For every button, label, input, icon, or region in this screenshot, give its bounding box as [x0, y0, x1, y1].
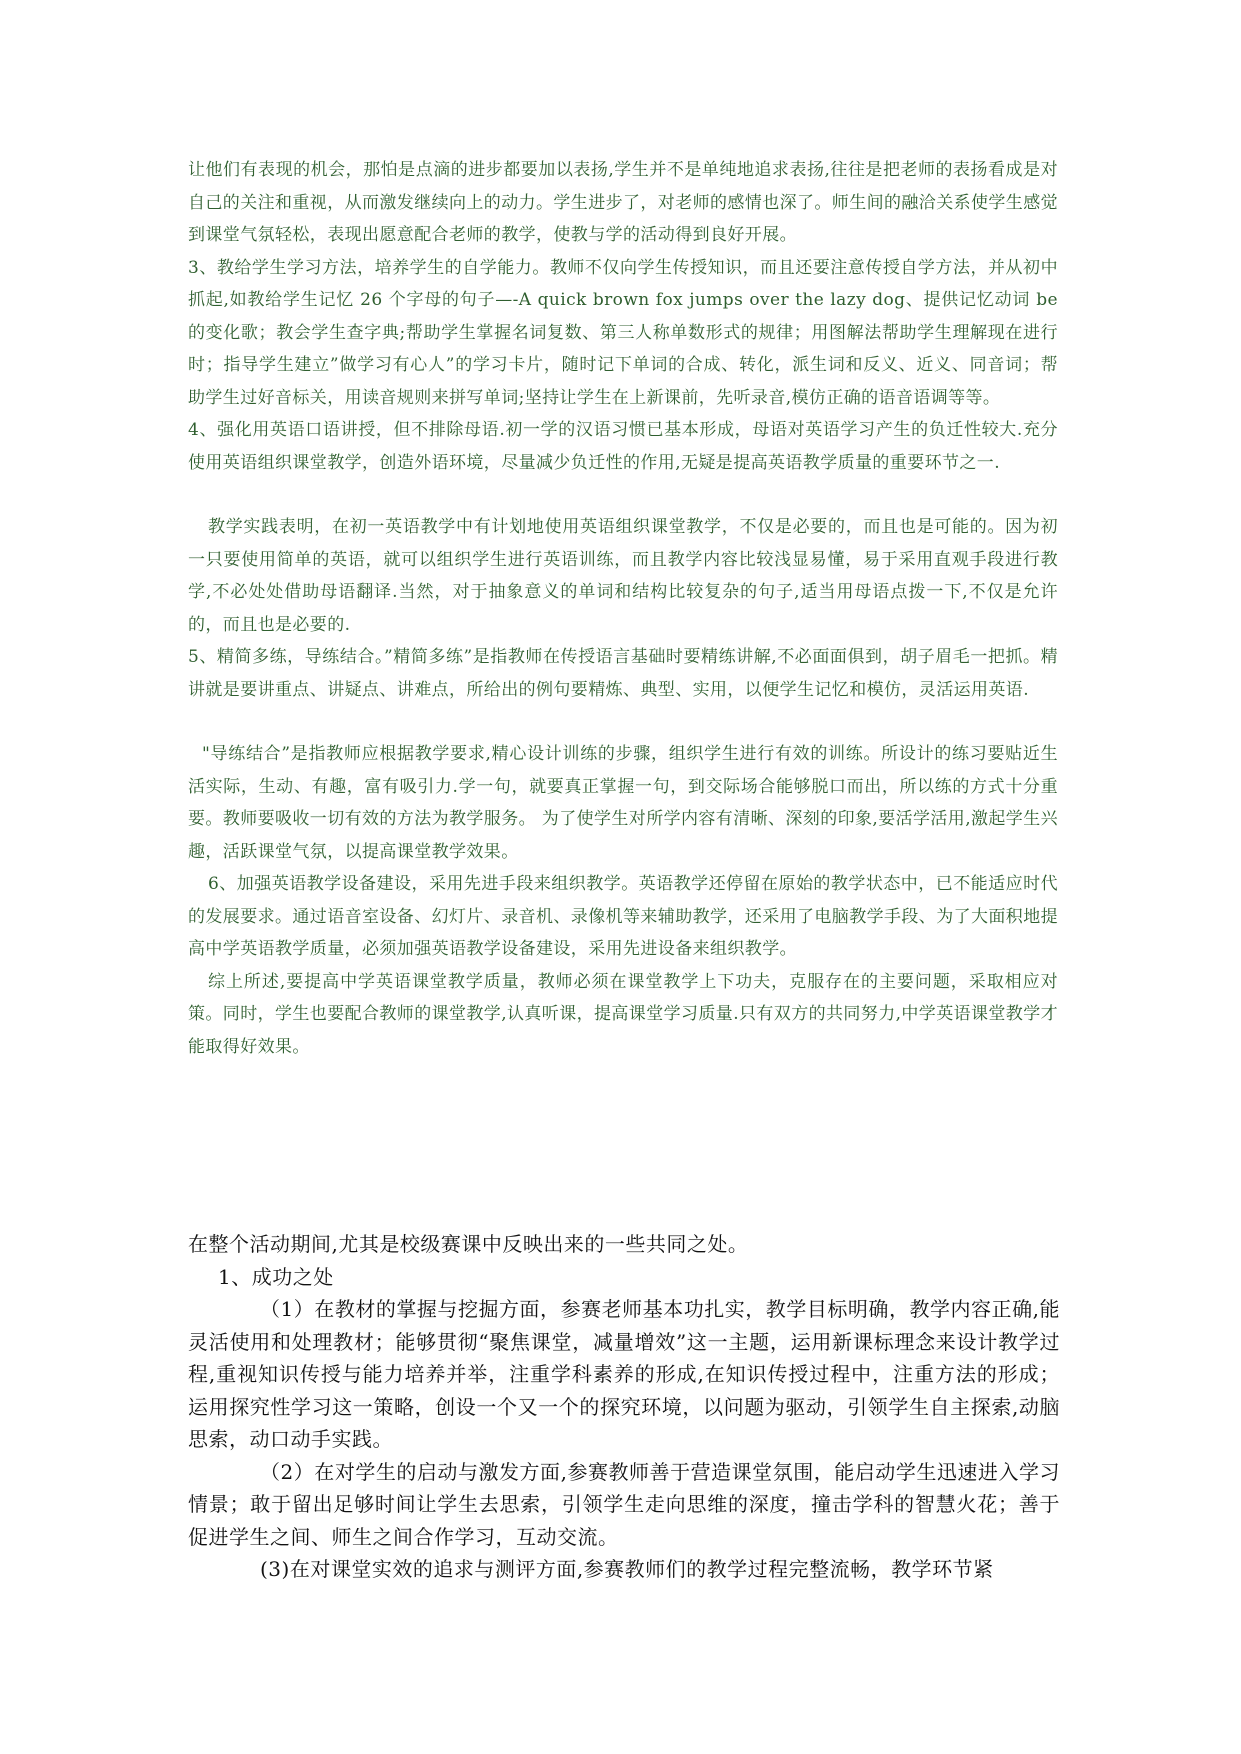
paragraph-teaching-practice: 教学实践表明，在初一英语教学中有计划地使用英语组织课堂教学，不仅是必要的，而且也是可能的。因为初一只要使用简单的英语，就可以组织学生进行英语训练，而且教学内容比较浅显易懂，易于采用直观手段进行教学,不必处处借助母语翻译.当然，对于抽象意义的单词和结构比较复杂的句子,适当用母语点拨一下,不仅是允许的，而且也是必要的. — [188, 517, 1058, 635]
paragraph-success-item-1: （1）在教材的掌握与挖掘方面，参赛老师基本功扎实，教学目标明确，教学内容正确,能灵活使用和处理教材；能够贯彻“聚焦课堂，减量增效”这一主题，运用新课标理念来设计教学过程,重视知识传授与能力培养并举，注重学科素养的形成,在知识传授过程中，注重方法的形成；运用探究性学习这一策略，创设一个又一个的探究环境，以问题为驱动，引领学生自主探索,动脑思索，动口动手实践。 — [188, 1297, 1060, 1451]
paragraph-spacer — [188, 479, 1058, 511]
paragraph-item-5-practice: 5、精简多练，导练结合。”精简多练”是指教师在传授语言基础时要精练讲解,不必面面俱到，胡子眉毛一把抓。精讲就是要讲重点、讲疑点、讲难点，所给出的例句要精炼、典型、实用，以便学生记忆和模仿，灵活运用英语. — [188, 647, 1058, 700]
green-text-section — [188, 154, 1058, 1063]
paragraph-conclusion: 综上所述,要提高中学英语课堂教学质量，教师必须在课堂教学上下功夫，克服存在的主要问题，采取相应对策。同时，学生也要配合教师的课堂教学,认真听课，提高课堂学习质量.只有双方的共同努力,中学英语课堂教学才能取得好效果。 — [188, 971, 1059, 1057]
paragraph-spacer — [188, 706, 1058, 738]
paragraph-success-item-3: (3)在对课堂实效的追求与测评方面,参赛教师们的教学过程完整流畅，教学环节紧 — [260, 1557, 994, 1581]
paragraph-guided-practice: "导练结合”是指教师应根据教学要求,精心设计训练的步骤，组织学生进行有效的训练。所设计的练习要贴近生活实际，生动、有趣，富有吸引力.学一句，就要真正掌握一句，到交际场合能够脱口而出，所以练的方式十分重要。教师要吸收一切有效的方法为教学服务。 为了使学生对所学内容有清晰、深刻的印象,要活学活用,激起学生兴趣，活跃课堂气氛，以提高课堂教学效果。 — [188, 744, 1059, 862]
black-text-section — [188, 1228, 1060, 1586]
section-heading-success: 1、成功之处 — [218, 1264, 334, 1289]
paragraph-item-3-study-methods: 3、教给学生学习方法，培养学生的自学能力。教师不仅向学生传授知识，而且还要注意传授自学方法，并从初中抓起,如教给学生记忆 26 个字母的句子—-A quick brown fox jumps over the lazy dog、提供记忆动词 be 的变化歌；教会学生查字典;帮助学生掌握名词复数、第三人称单数形式的规律；用图解法帮助学生理解现在进行时；指导学生建立”做学习有心人”的学习卡片，随时记下单词的合成、转化，派生词和反义、近义、同音词；帮助学生过好音标关，用读音规则来拼写单词;坚持让学生在上新课前，先听录音,模仿正确的语音语调等等。 — [188, 257, 1058, 408]
section-intro: 在整个活动期间,尤其是校级赛课中反映出来的一些共同之处。 — [188, 1232, 749, 1256]
paragraph-item-6-equipment: 6、加强英语教学设备建设，采用先进手段来组织教学。英语教学还停留在原始的教学状态中，已不能适应时代的发展要求。通过语音室设备、幻灯片、录音机、录像机等来辅助教学，还采用了电脑教学手段、为了大面积地提高中学英语教学质量，必须加强英语教学设备建设，采用先进设备来组织教学。 — [188, 874, 1058, 959]
paragraph-success-item-2: （2）在对学生的启动与激发方面,参赛教师善于营造课堂氛围，能启动学生迅速进入学习情景；敢于留出足够时间让学生去思索，引领学生走向思维的深度，撞击学科的智慧火花；善于促进学生之间、师生之间合作学习，互动交流。 — [188, 1459, 1060, 1549]
paragraph-item-4-oral-english: 4、强化用英语口语讲授，但不排除母语.初一学的汉语习惯已基本形成，母语对英语学习产生的负迁性较大.充分使用英语组织课堂教学，创造外语环境，尽量减少负迁性的作用,无疑是提高英语教学质量的重要环节之一. — [188, 420, 1058, 473]
paragraph-praise: 让他们有表现的机会，那怕是点滴的进步都要加以表扬,学生并不是单纯地追求表扬,往往是把老师的表扬看成是对自己的关注和重视，从而激发继续向上的动力。学生进步了，对老师的感情也深了。师生间的融洽关系使学生感觉到课堂气氛轻松，表现出愿意配合老师的教学，使教与学的活动得到良好开展。 — [188, 160, 1058, 245]
